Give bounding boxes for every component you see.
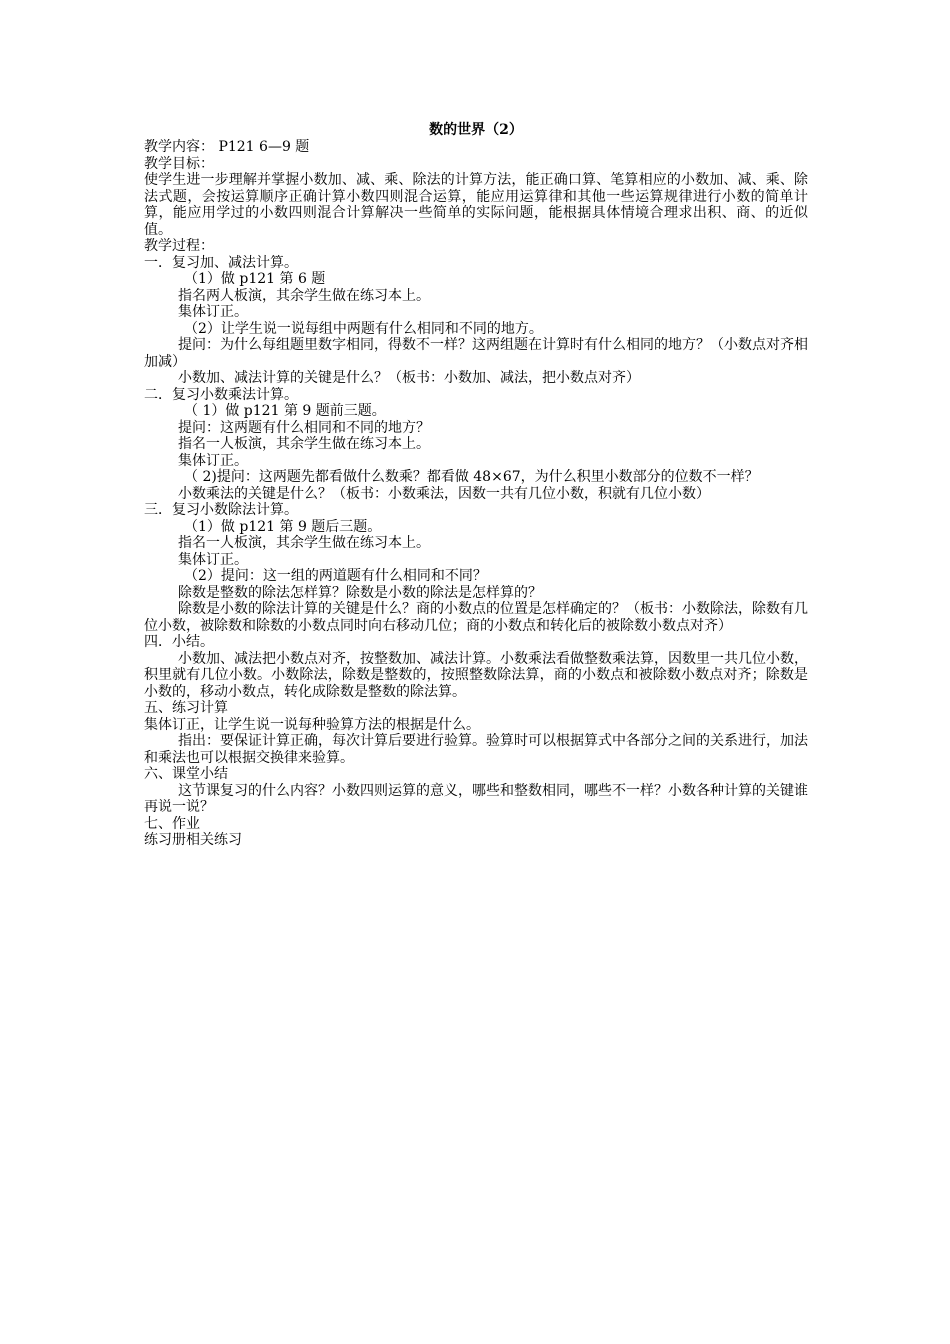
document-line: 教学内容： P121 6—9 题: [144, 139, 310, 155]
document-line: 这节课复习的什么内容？小数四则运算的意义，哪些和整数相同，哪些不一样？小数各种计算的关键谁再说一说？: [144, 782, 808, 815]
document-body: [144, 121, 808, 849]
document-line: 集体订正，让学生说一说每种验算方法的根据是什么。: [144, 716, 480, 733]
document-line: 五、练习计算: [144, 700, 228, 716]
document-line: 除数是整数的除法怎样算？除数是小数的除法是怎样算的？: [178, 584, 542, 601]
document-line: 集体订正。: [178, 304, 248, 320]
document-line: （ 2)提问：这两题先都看做什么数乘？都看做 48×67，为什么积里小数部分的位数不一样？: [184, 469, 759, 485]
document-line: 七、作业: [144, 815, 200, 832]
document-line: 使学生进一步理解并掌握小数加、减、乘、除法的计算方法，能正确口算、笔算相应的小数加、减、乘、除法式题，会按运算顺序正确计算小数四则混合运算，能应用运算律和其他一些运算规律进行小数的简单计算，能应用学过的小数四则混合计算解决一些简单的实际问题，能根据具体情境合理求出积、商、的近似值。: [144, 172, 808, 238]
document-line: （1）做 p121 第 9 题后三题。: [184, 518, 382, 535]
document-line: 提问：为什么每组题里数字相同，得数不一样？这两组题在计算时有什么相同的地方？（小数点对齐相加减）: [144, 337, 808, 370]
document-line: 三．复习小数除法计算。: [144, 502, 298, 518]
document-line: 指名两人板演，其余学生做在练习本上。: [178, 287, 430, 304]
document-line: 教学目标：: [144, 155, 214, 172]
document-line: 练习册相关练习: [144, 832, 242, 848]
document-line: （ 1）做 p121 第 9 题前三题。: [184, 403, 386, 419]
document-line: （2）让学生说一说每组中两题有什么相同和不同的地方。: [184, 320, 543, 337]
document-line: 小数加、减法计算的关键是什么？（板书：小数加、减法，把小数点对齐）: [178, 370, 640, 386]
document-line: 小数加、减法把小数点对齐，按整数加、减法计算。小数乘法看做整数乘法算，因数里一共几位小数，积里就有几位小数。小数除法，除数是整数的，按照整数除法算，商的小数点和被除数小数点对齐；除数是小数的，移动小数点，转化成除数是整数的除法算。: [144, 650, 808, 700]
document-line: 指名一人板演，其余学生做在练习本上。: [178, 535, 430, 551]
document-line: 指名一人板演，其余学生做在练习本上。: [178, 436, 430, 452]
document-line: 四．小结。: [144, 634, 214, 650]
document-title: 数的世界（2）: [429, 122, 523, 138]
document-line: （1）做 p121 第 6 题: [184, 271, 326, 287]
document-line: （2）提问：这一组的两道题有什么相同和不同？: [184, 568, 487, 584]
document-line: 二．复习小数乘法计算。: [144, 386, 298, 403]
document-line: 集体订正。: [178, 551, 248, 568]
document-lines: [144, 139, 808, 849]
document-line: 教学过程：: [144, 238, 214, 254]
document-line: 提问：这两题有什么相同和不同的地方？: [178, 419, 430, 436]
document-line: 六、课堂小结: [144, 766, 228, 782]
document-line: 指出：要保证计算正确，每次计算后要进行验算。验算时可以根据算式中各部分之间的关系进行，加法和乘法也可以根据交换律来验算。: [144, 733, 808, 766]
document-line: 集体订正。: [178, 452, 248, 469]
document-line: 一．复习加、减法计算。: [144, 254, 298, 271]
document-line: 小数乘法的关键是什么？（板书：小数乘法，因数一共有几位小数，积就有几位小数）: [178, 485, 710, 502]
document-line: 除数是小数的除法计算的关键是什么？商的小数点的位置是怎样确定的？（板书：小数除法，除数有几位小数，被除数和除数的小数点同时向右移动几位；商的小数点和转化后的被除数小数点对齐）: [144, 601, 808, 634]
